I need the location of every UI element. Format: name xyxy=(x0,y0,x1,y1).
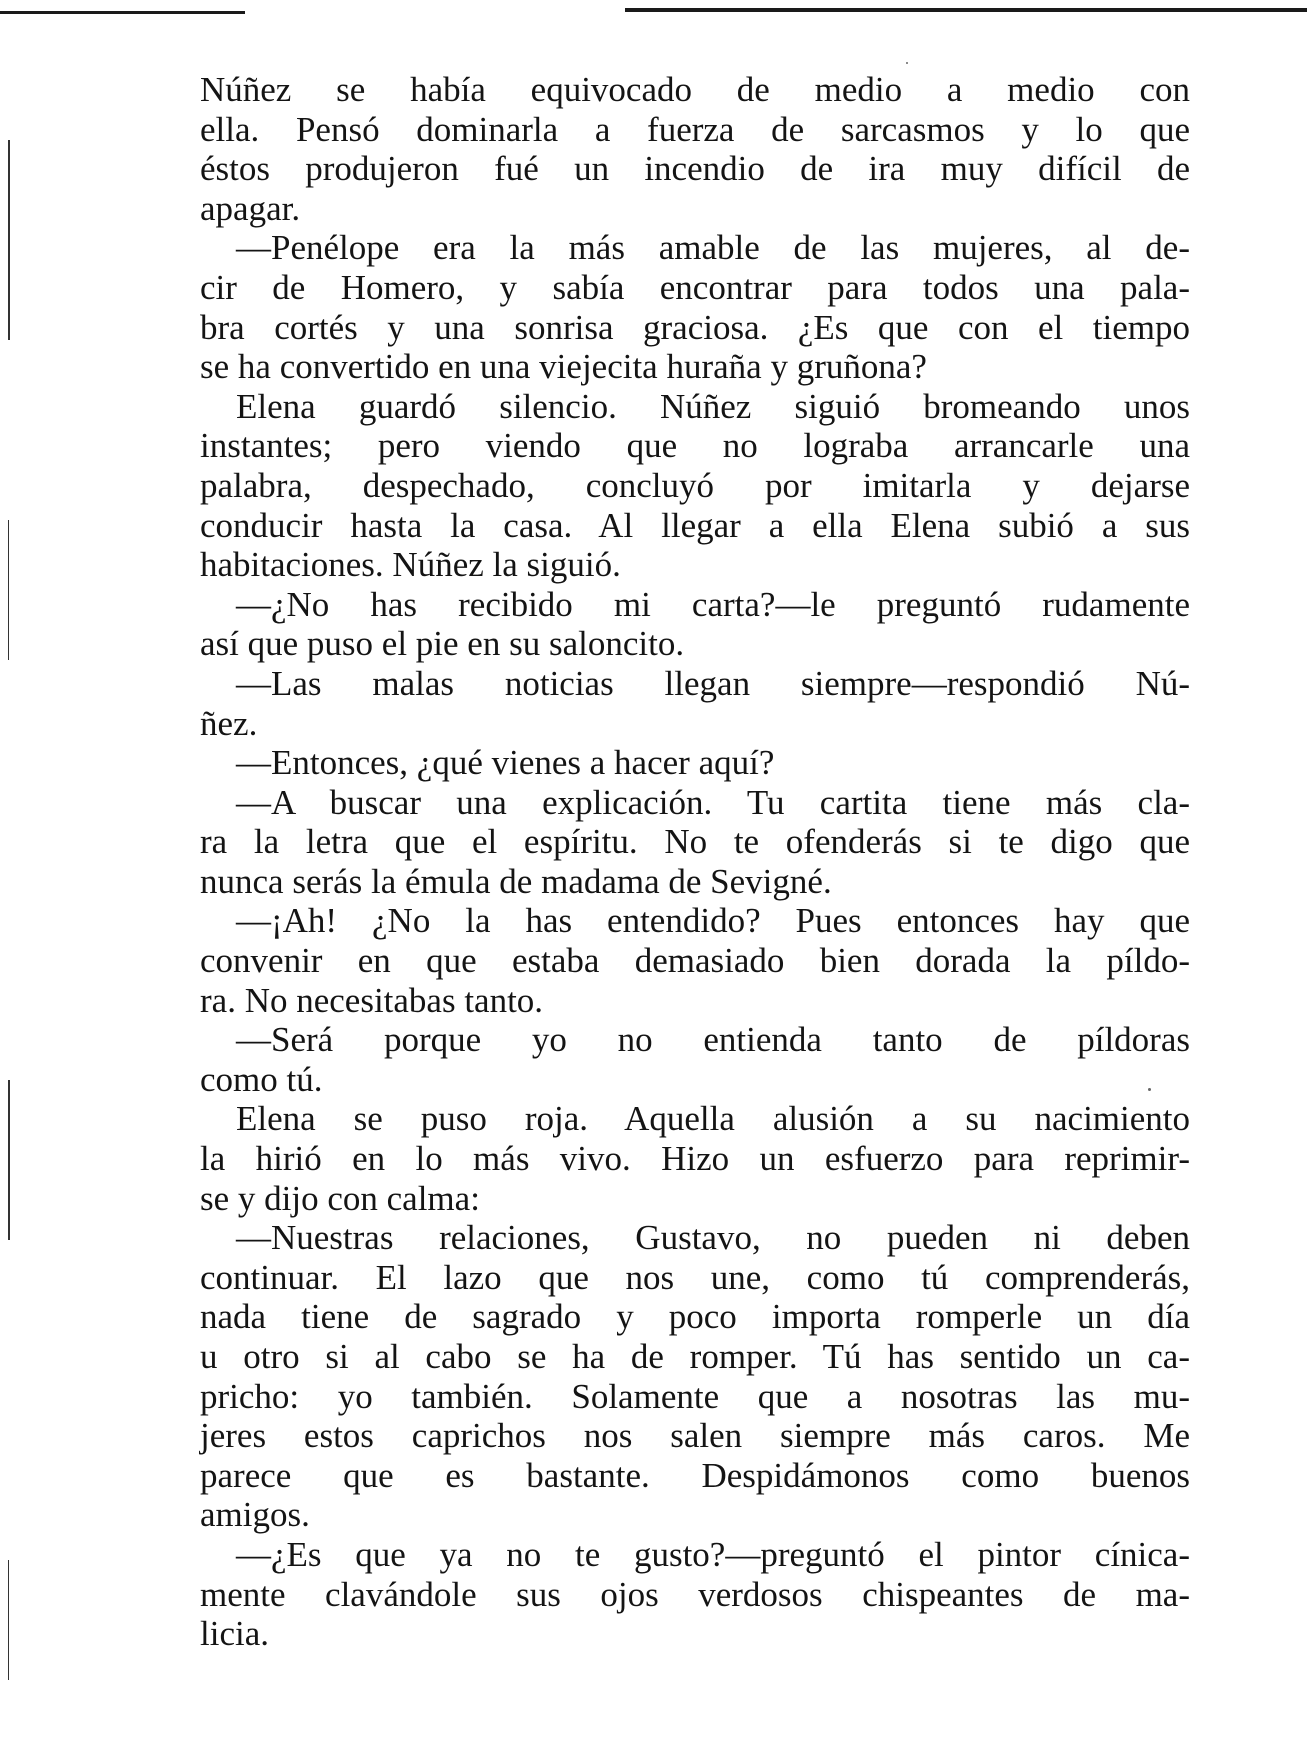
text-line: se ha convertido en una viejecita huraña y gruñona? xyxy=(200,347,927,387)
text-line: jeres estos caprichos nos salen siempre más caros. Me xyxy=(200,1416,1190,1456)
binding-edge-mark xyxy=(8,1080,10,1240)
text-line: habitaciones. Núñez la siguió. xyxy=(200,545,621,585)
text-line: ñez. xyxy=(200,703,258,743)
text-line: apagar. xyxy=(200,188,301,228)
text-line: amigos. xyxy=(200,1495,310,1535)
text-line: Núñez se había equivocado de medio a medio con xyxy=(200,70,1190,109)
text-line: Elena guardó silencio. Núñez siguió bromeando unos xyxy=(236,386,1190,426)
text-line: —Las malas noticias llegan siempre—respondió Nú- xyxy=(236,663,1190,703)
text-line: nada tiene de sagrado y poco importa romperle un día xyxy=(200,1297,1190,1337)
binding-edge-mark xyxy=(8,140,10,340)
book-page-text xyxy=(200,70,1190,1654)
text-line: —¡Ah! ¿No la has entendido? Pues entonces hay que xyxy=(236,901,1190,941)
text-line: palabra, despechado, concluyó por imitarla y dejarse xyxy=(200,465,1190,505)
text-line: u otro si al cabo se ha de romper. Tú has sentido un ca- xyxy=(200,1337,1190,1376)
text-line: instantes; pero viendo que no lograba arrancarle una xyxy=(200,426,1190,466)
text-line: cir de Homero, y sabía encontrar para todos una pala- xyxy=(200,267,1190,307)
text-line: Elena se puso roja. Aquella alusión a su nacimiento xyxy=(236,1099,1190,1139)
scan-top-rule-left xyxy=(0,11,245,14)
text-line: pricho: yo también. Solamente que a nosotras las mu- xyxy=(200,1376,1190,1416)
text-line: éstos produjeron fué un incendio de ira muy difícil de xyxy=(200,149,1190,189)
text-line: así que puso el pie en su saloncito. xyxy=(200,624,685,664)
text-line: ra. No necesitabas tanto. xyxy=(200,980,544,1020)
text-line: la hirió en lo más vivo. Hizo un esfuerzo para reprimir- xyxy=(200,1139,1190,1179)
text-line: nunca serás la émula de madama de Sevigné. xyxy=(200,861,832,901)
text-line: bra cortés y una sonrisa graciosa. ¿Es que con el tiempo xyxy=(200,307,1190,347)
scan-speck xyxy=(906,62,908,64)
text-line: —Nuestras relaciones, Gustavo, no pueden ni deben xyxy=(236,1218,1190,1258)
text-line: —¿No has recibido mi carta?—le preguntó rudamente xyxy=(236,584,1190,624)
text-line: conducir hasta la casa. Al llegar a ella Elena subió a sus xyxy=(200,505,1190,545)
binding-edge-mark xyxy=(8,520,9,660)
text-line: parece que es bastante. Despidámonos como buenos xyxy=(200,1455,1190,1495)
text-line: —Entonces, ¿qué vienes a hacer aquí? xyxy=(236,743,775,783)
text-line: continuar. El lazo que nos une, como tú comprenderás, xyxy=(200,1257,1190,1297)
text-line: —Será porque yo no entienda tanto de píldoras xyxy=(236,1020,1190,1060)
binding-edge-mark xyxy=(8,1560,9,1680)
scan-top-rule-right xyxy=(625,8,1307,12)
text-line: mente clavándole sus ojos verdosos chispeantes de ma- xyxy=(200,1574,1190,1614)
text-line: se y dijo con calma: xyxy=(200,1178,480,1218)
text-line: —¿Es que ya no te gusto?—preguntó el pintor cínica- xyxy=(236,1534,1190,1574)
text-line: —Penélope era la más amable de las mujeres, al de- xyxy=(236,228,1190,268)
text-line: ella. Pensó dominarla a fuerza de sarcasmos y lo que xyxy=(200,109,1190,149)
text-line: convenir en que estaba demasiado bien dorada la píldo- xyxy=(200,941,1190,981)
text-line: como tú. xyxy=(200,1059,323,1099)
text-line: ra la letra que el espíritu. No te ofenderás si te digo que xyxy=(200,822,1190,862)
text-line: licia. xyxy=(200,1614,269,1654)
text-line: —A buscar una explicación. Tu cartita tiene más cla- xyxy=(236,782,1190,822)
